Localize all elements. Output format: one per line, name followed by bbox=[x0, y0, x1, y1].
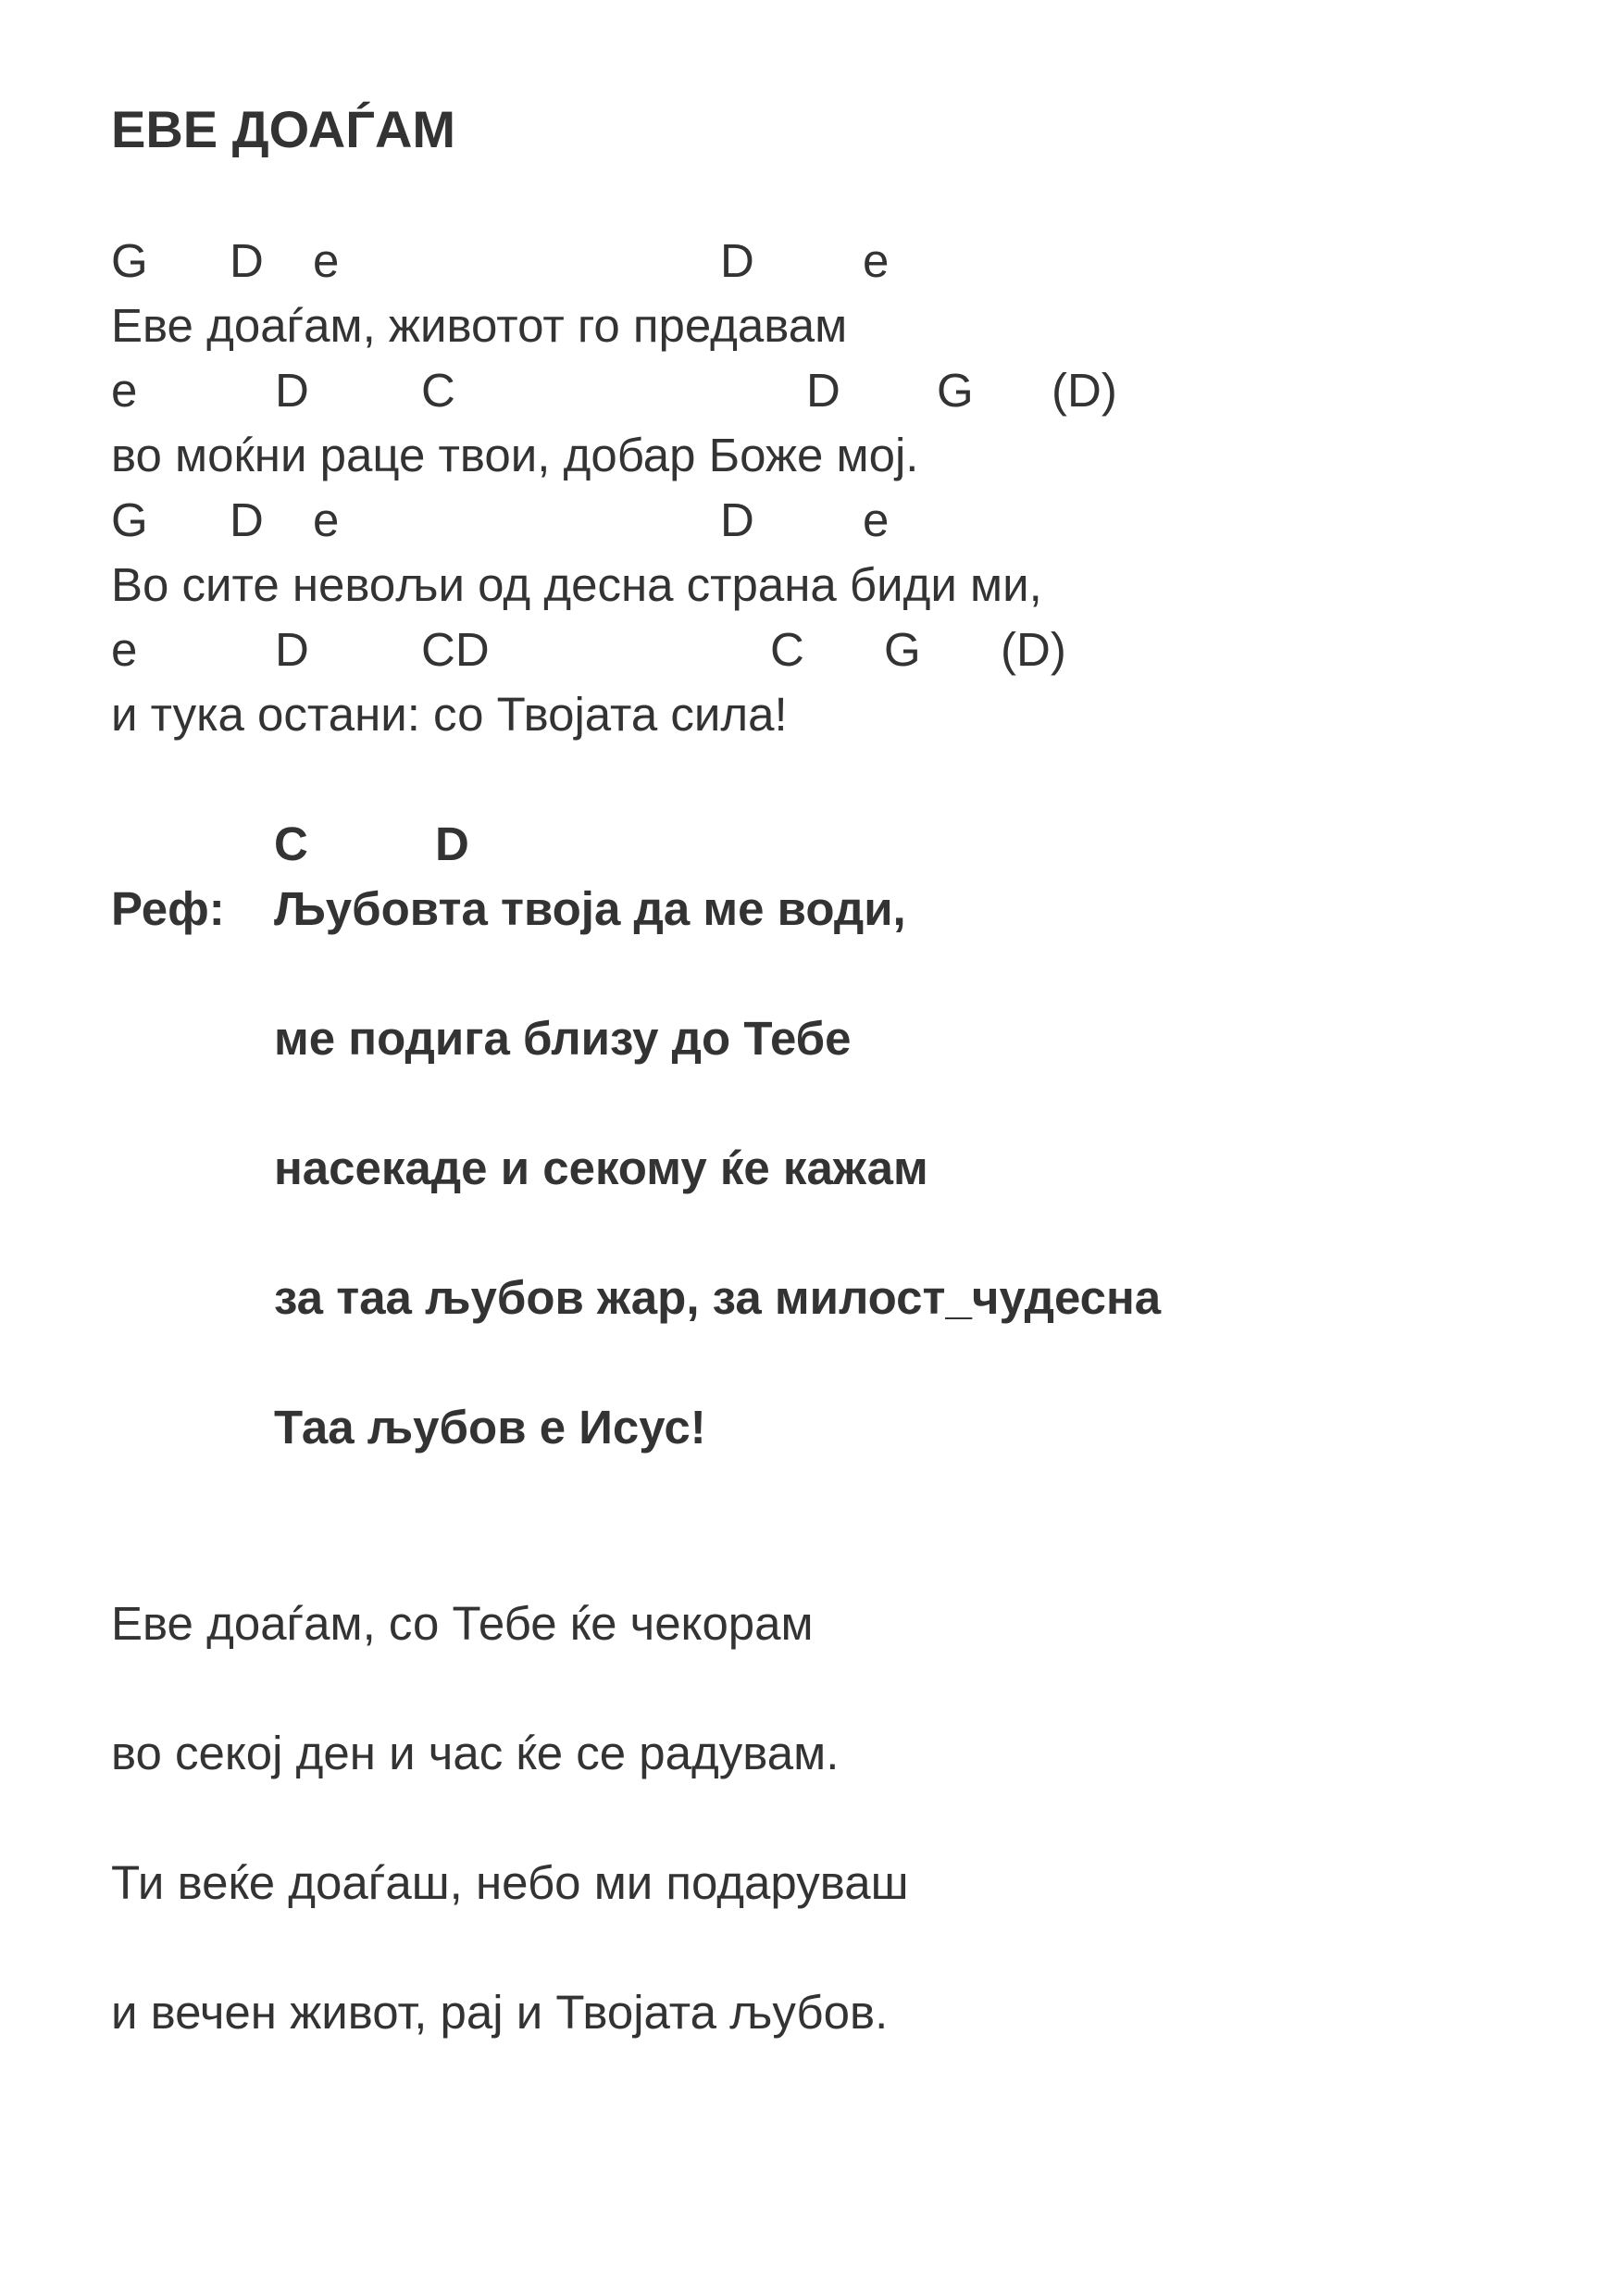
lyric-line: Еве доаѓам, со Тебе ќе чекорам bbox=[111, 1597, 814, 1650]
chord: C bbox=[770, 623, 804, 676]
chorus-line: Таа љубов е Исус! bbox=[274, 1401, 706, 1454]
chord: G bbox=[111, 493, 148, 546]
lyric-line: Во сите невољи од десна страна биди ми, bbox=[111, 558, 1042, 611]
chord: e bbox=[111, 364, 138, 417]
chord-row-1 bbox=[0, 231, 1618, 291]
chord: (D) bbox=[1052, 364, 1117, 417]
chord-row-4 bbox=[0, 620, 1618, 680]
chorus-line: за таа љубов жар, за милост_чудесна bbox=[274, 1271, 1162, 1324]
lyric-line: во секој ден и час ќе се радувам. bbox=[111, 1727, 840, 1779]
song-title: ЕВЕ ДОАЃАМ bbox=[111, 100, 456, 158]
lyric-line: и тука остани: со Твојата сила! bbox=[111, 688, 788, 741]
chorus-line: Љубовта твоја да ме води, bbox=[274, 882, 906, 935]
chord: C bbox=[274, 817, 308, 870]
chorus-chord-row bbox=[0, 815, 1618, 874]
chord-row-3 bbox=[0, 491, 1618, 550]
chord: G bbox=[937, 364, 974, 417]
chord: D bbox=[275, 623, 309, 676]
chord: C bbox=[421, 364, 455, 417]
chord: e bbox=[111, 623, 138, 676]
chord: D bbox=[720, 234, 754, 287]
chord: e bbox=[863, 493, 890, 546]
lyric-line: Ти веќе доаѓаш, небо ми подаруваш bbox=[111, 1856, 909, 1909]
chord: e bbox=[313, 493, 340, 546]
chord: D bbox=[230, 493, 264, 546]
chord: D bbox=[275, 364, 309, 417]
chord: e bbox=[313, 234, 340, 287]
chorus-label: Реф: bbox=[111, 882, 225, 935]
lyric-line: Еве доаѓам, животот го предавам bbox=[111, 299, 848, 352]
chord-row-2 bbox=[0, 361, 1618, 420]
lyric-line: и вечен живот, рај и Твојата љубов. bbox=[111, 1986, 889, 2039]
chord: (D) bbox=[1001, 623, 1066, 676]
chord: CD bbox=[421, 623, 490, 676]
chord: D bbox=[720, 493, 754, 546]
chorus-line: ме подига близу до Тебе bbox=[274, 1012, 852, 1065]
chord: G bbox=[884, 623, 921, 676]
chord: D bbox=[435, 817, 469, 870]
chord: e bbox=[863, 234, 890, 287]
chord: D bbox=[806, 364, 840, 417]
chord: D bbox=[230, 234, 264, 287]
chord: G bbox=[111, 234, 148, 287]
chorus-line: насекаде и секому ќе кажам bbox=[274, 1142, 928, 1194]
lyric-line: во моќни раце твои, добар Боже мој. bbox=[111, 429, 919, 481]
